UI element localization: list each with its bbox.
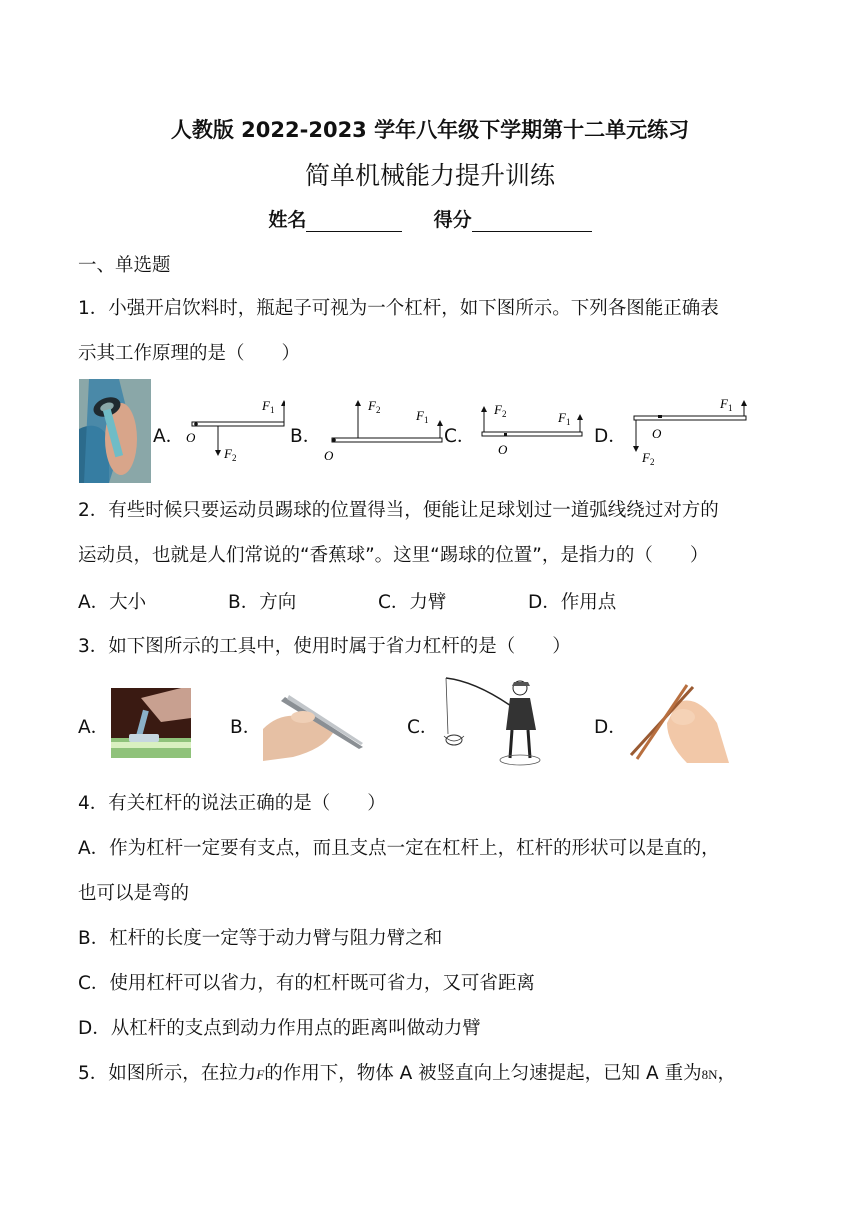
q3-option-d[interactable]: D． (594, 717, 627, 738)
q2-option-d[interactable]: D．作用点 (528, 592, 617, 613)
q5-line-1 (78, 1061, 736, 1088)
svg-text:O: O (498, 442, 508, 457)
q2-line-2: 运动员，也就是人们常说的“香蕉球”。这里“踢球的位置”，是指力的（ ） (78, 545, 709, 566)
svg-text:O: O (324, 448, 334, 463)
svg-text:F: F (416, 408, 424, 423)
svg-text:1: 1 (270, 405, 275, 415)
svg-text:2: 2 (650, 457, 655, 467)
q2-line-1: 2．有些时候只要运动员踢球的位置得当，便能让足球划过一道弧线绕过对方的 (78, 500, 719, 521)
q1-option-a[interactable]: A． (153, 426, 185, 447)
q4-option-a[interactable]: A．作为杠杆一定要有支点，而且支点一定在杠杆上，杠杆的形状可以是直的， (78, 838, 720, 859)
section-heading: 一、单选题 (78, 255, 171, 276)
q2-option-a[interactable]: A．大小 (78, 592, 147, 613)
name-label: 姓名 (268, 209, 307, 231)
q1-line-2: 示其工作原理的是（ ） (78, 343, 301, 364)
svg-text:O: O (186, 430, 196, 445)
student-info-row (0, 205, 860, 232)
svg-text:F: F (720, 396, 728, 411)
svg-text:1: 1 (566, 417, 571, 427)
q5-text-3: ， (717, 1063, 736, 1084)
q4-option-d[interactable]: D．从杠杆的支点到动力作用点的距离叫做动力臂 (78, 1018, 481, 1039)
q3-option-c[interactable]: C． (407, 717, 439, 738)
document-subtitle: 简单机械能力提升训练 (304, 161, 555, 190)
svg-text:F: F (642, 450, 650, 465)
q1-option-c[interactable]: C． (444, 426, 476, 447)
tweezers-photo (263, 689, 365, 761)
chopsticks-photo (627, 683, 729, 763)
q1-option-b[interactable]: B． (290, 426, 322, 447)
score-label: 得分 (433, 209, 472, 231)
hammer-photo (111, 688, 191, 758)
q2-option-b[interactable]: B．方向 (228, 592, 297, 613)
q3-line-1: 3．如下图所示的工具中，使用时属于省力杠杆的是（ ） (78, 636, 571, 657)
svg-text:F: F (368, 398, 376, 413)
q5-force-symbol: F (256, 1067, 265, 1082)
q1-line-1: 1．小强开启饮料时，瓶起子可视为一个杠杆，如下图所示。下列各图能正确表 (78, 298, 719, 319)
svg-text:F: F (224, 446, 232, 461)
q3-option-a[interactable]: A． (78, 717, 110, 738)
bottle-opener-photo (79, 379, 151, 483)
q2-option-c[interactable]: C．力臂 (378, 592, 447, 613)
lever-diagram-b (320, 394, 445, 466)
lever-diagram-a (180, 394, 285, 466)
svg-text:1: 1 (424, 415, 429, 425)
q3-option-b[interactable]: B． (230, 717, 262, 738)
svg-text:2: 2 (232, 453, 237, 463)
q4-line-1: 4．有关杠杆的说法正确的是（ ） (78, 793, 386, 814)
q1-option-d[interactable]: D． (594, 426, 627, 447)
svg-text:2: 2 (376, 405, 381, 415)
fishing-rod-drawing (440, 674, 546, 768)
document-title: 人教版 2022-2023 学年八年级下学期第十二单元练习 (170, 118, 690, 142)
svg-text:F: F (494, 402, 502, 417)
q5-text-2: 的作用下，物体 A 被竖直向上匀速提起，已知 A 重为 (264, 1063, 702, 1084)
name-blank (306, 211, 402, 232)
q5-weight-value: 8N (701, 1067, 718, 1082)
score-blank (472, 211, 592, 232)
svg-text:O: O (652, 426, 662, 441)
svg-text:1: 1 (728, 403, 733, 413)
q4-option-c[interactable]: C．使用杠杆可以省力，有的杠杆既可省力，又可省距离 (78, 973, 535, 994)
lever-diagram-c (476, 394, 586, 466)
svg-text:F: F (558, 410, 566, 425)
svg-text:2: 2 (502, 409, 507, 419)
q4-option-b[interactable]: B．杠杆的长度一定等于动力臂与阻力臂之和 (78, 928, 443, 949)
lever-diagram-d (626, 394, 751, 468)
svg-text:F: F (262, 398, 270, 413)
q5-text-1: 5．如图所示，在拉力 (78, 1063, 257, 1084)
q4-option-a-cont[interactable]: 也可以是弯的 (78, 883, 190, 904)
